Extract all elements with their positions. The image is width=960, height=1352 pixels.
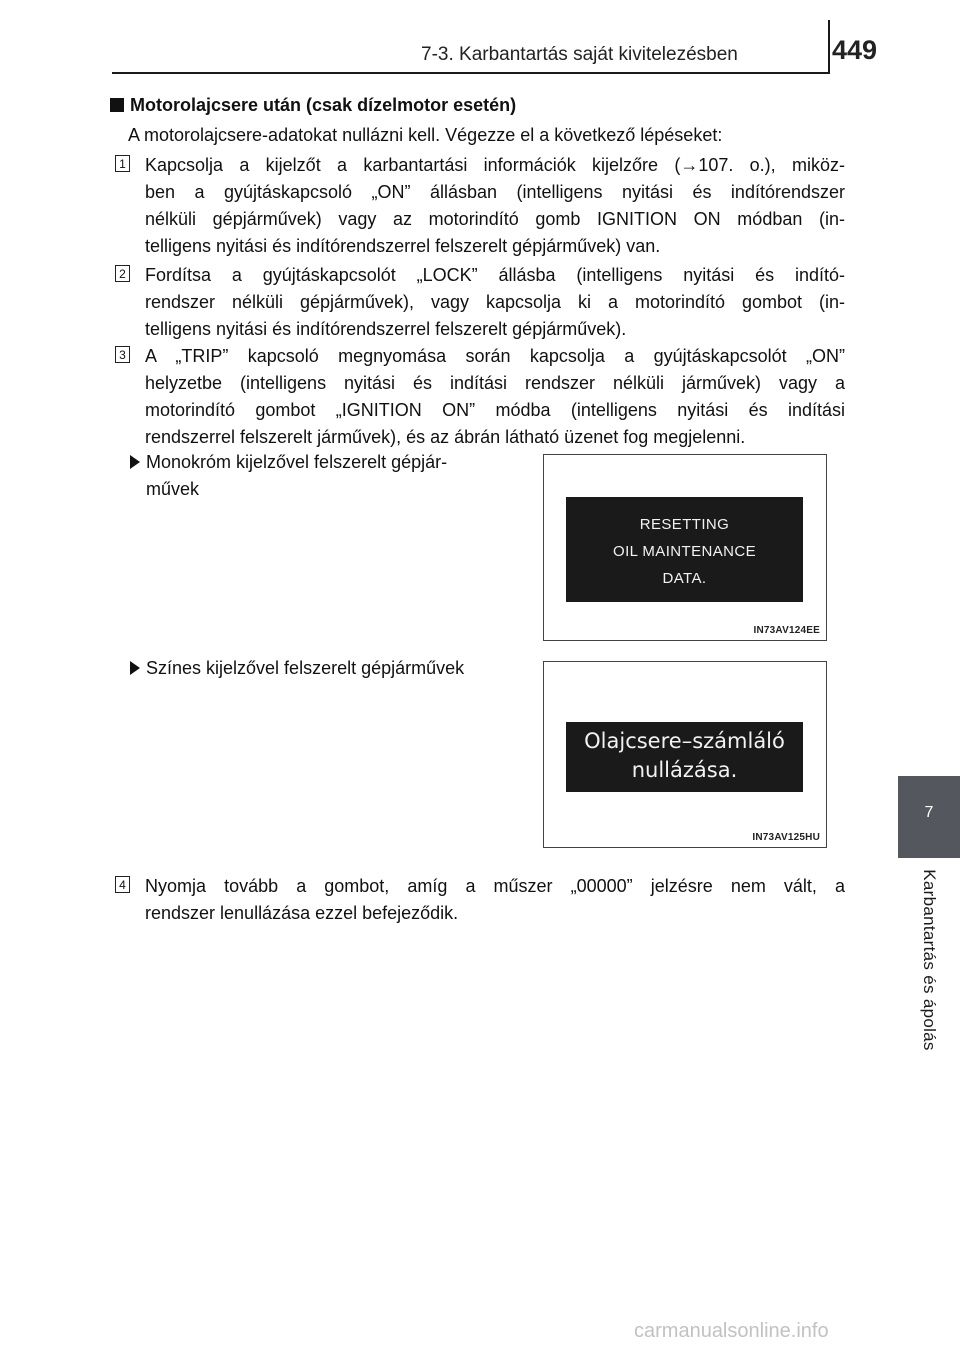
step-line: Nyomja tovább a gombot, amíg a műszer „00000” jelzésre nem vált, a bbox=[145, 876, 845, 896]
figure-code: IN73AV125HU bbox=[752, 832, 820, 843]
section-intro: A motorolajcsere-adatokat nullázni kell. Végezze el a következő lépéseket: bbox=[128, 125, 723, 145]
step-text bbox=[145, 873, 845, 927]
step-text bbox=[145, 152, 845, 260]
step-line: rendszer lenullázása ezzel befejeződik. bbox=[145, 903, 459, 923]
step-text bbox=[145, 262, 845, 343]
display-line: DATA. bbox=[662, 570, 707, 587]
display-line: RESETTING bbox=[639, 516, 730, 533]
step-3 bbox=[115, 343, 845, 451]
display-line: nullázása. bbox=[631, 758, 738, 782]
display-screen bbox=[566, 497, 803, 602]
section-heading-text: Motorolajcsere után (csak dízelmotor esetén) bbox=[130, 95, 517, 115]
figure-code: IN73AV124EE bbox=[753, 625, 820, 636]
step-line: rendszerrel felszerelt járművek), és az ábrán látható üzenet fog megjelenni. bbox=[145, 427, 746, 447]
section-heading bbox=[110, 95, 516, 116]
variant-label: Színes kijelzővel felszerelt gépjárművek bbox=[146, 658, 465, 678]
square-bullet-icon bbox=[110, 98, 124, 112]
display-line: Olajcsere–számláló bbox=[584, 729, 785, 753]
step-line: ben a gyújtáskapcsoló „ON” állásban (intelligens nyitási és indítórendszer bbox=[145, 182, 845, 202]
figure-monochrome-display bbox=[543, 454, 827, 641]
chapter-tab bbox=[898, 776, 960, 858]
page-number: 449 bbox=[832, 35, 878, 65]
display-line: OIL MAINTENANCE bbox=[613, 543, 756, 560]
header-rule bbox=[112, 72, 828, 74]
header-title: 7-3. Karbantartás saját kivitelezésben bbox=[421, 44, 738, 65]
display-screen bbox=[566, 722, 803, 792]
triangle-bullet-icon bbox=[130, 661, 140, 675]
step-number-box: 4 bbox=[115, 876, 130, 893]
step-line: helyzetbe (intelligens nyitási és indítási rendszer nélküli járművek) vagy a bbox=[145, 373, 845, 393]
step-number-box: 2 bbox=[115, 265, 130, 282]
variant-label: Monokróm kijelzővel felszerelt gépjár- bbox=[146, 452, 448, 472]
step-line: Fordítsa a gyújtáskapcsolót „LOCK” állásba (intelligens nyitási és indító- bbox=[145, 265, 845, 285]
step-line: Kapcsolja a kijelzőt a karbantartási információk kijelzőre (→107. o.), miköz- bbox=[145, 155, 845, 175]
header-divider bbox=[828, 20, 830, 74]
step-4 bbox=[115, 873, 845, 927]
step-2 bbox=[115, 262, 845, 343]
step-text bbox=[145, 343, 845, 451]
step-line: nélküli gépjárművek) vagy az motorindító gomb IGNITION ON módban (in- bbox=[145, 209, 845, 229]
chapter-number: 7 bbox=[924, 804, 934, 821]
triangle-bullet-icon bbox=[130, 455, 140, 469]
step-line: telligens nyitási és indítórendszerrel felszerelt gépjárművek) van. bbox=[145, 236, 661, 256]
step-line: rendszer nélküli gépjárművek), vagy kapcsolja ki a motorindító gombot (in- bbox=[145, 292, 845, 312]
step-number-box: 1 bbox=[115, 155, 130, 172]
step-line: motorindító gombot „IGNITION ON” módba (intelligens nyitási és indítási bbox=[145, 400, 845, 420]
figure-color-display bbox=[543, 661, 827, 848]
step-line: telligens nyitási és indítórendszerrel felszerelt gépjárművek). bbox=[145, 319, 627, 339]
step-1 bbox=[115, 152, 845, 260]
variant-color bbox=[130, 655, 464, 682]
step-line: A „TRIP” kapcsoló megnyomása során kapcsolja a gyújtáskapcsolót „ON” bbox=[145, 346, 845, 366]
page-header bbox=[0, 0, 960, 80]
step-number-box: 3 bbox=[115, 346, 130, 363]
variant-monochrome bbox=[130, 449, 447, 503]
chapter-label: Karbantartás és ápolás bbox=[920, 869, 939, 1051]
watermark: carmanualsonline.info bbox=[634, 1320, 829, 1342]
variant-label: művek bbox=[146, 479, 200, 499]
